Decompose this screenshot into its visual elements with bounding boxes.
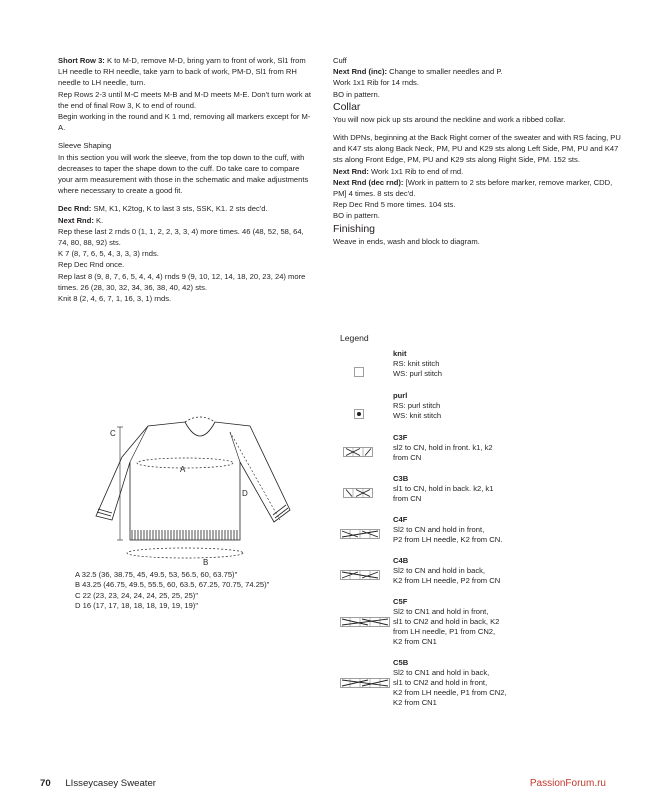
legend-item-c4f <box>340 515 550 556</box>
legend-line: sl2 to CN, hold in front. k1, k2 <box>393 443 493 452</box>
legend-line: WS: knit stitch <box>393 411 442 420</box>
page-number: 70 <box>40 778 51 789</box>
collar-next-text: Work 1x1 Rib to end of rnd. <box>368 166 464 176</box>
collar-heading: Collar <box>333 100 361 113</box>
c3f-cable-icon <box>343 447 373 457</box>
hem-ribbing <box>132 530 237 540</box>
legend-line: sl1 to CN, hold in back. k2, k1 <box>393 484 494 493</box>
c4f-cable-icon <box>340 529 380 539</box>
legend-line: K2 from CN1 <box>393 637 437 646</box>
cuff-bo: BO in pattern. <box>333 89 380 99</box>
measurements <box>75 570 315 612</box>
rep-rows: Rep Rows 2-3 until M-C meets M-B and M-D meets M-E. Don't turn work at the end of final Row 3, K to end of round. <box>58 89 311 110</box>
sweater-outline <box>96 422 290 540</box>
legend-line: RS: knit stitch <box>393 359 440 368</box>
legend-item-c5f <box>340 597 550 658</box>
legend-line: RS: purl stitch <box>393 401 441 410</box>
short-row-3-label: Short Row 3: <box>58 56 105 65</box>
collar-rep: Rep Dec Rnd 5 more times. 104 sts. <box>333 200 456 210</box>
k7: K 7 (8, 7, 6, 5, 4, 3, 3, 3) rnds. <box>58 249 159 259</box>
legend-line: from CN <box>393 494 422 503</box>
legend-name: C5F <box>393 597 408 606</box>
legend-line: from LH needle, P1 from CN2, <box>393 627 496 636</box>
short-row-3 <box>58 55 316 89</box>
watermark: PassionForum.ru <box>529 778 606 789</box>
finishing-text: Weave in ends, wash and block to diagram. <box>333 236 480 246</box>
label-a: A <box>180 465 186 474</box>
cuff-rib: Work 1x1 Rib for 14 rnds. <box>333 78 419 88</box>
cuff-next-text: Change to smaller needles and P. <box>387 67 503 77</box>
next-rnd-label: Next Rnd: <box>58 215 94 225</box>
legend-item-c5b <box>340 658 550 718</box>
begin-working: Begin working in the round and K 1 rnd, removing all markers except for M-A. <box>58 112 311 133</box>
knit-8: Knit 8 (2, 4, 6, 7, 1, 16, 3, 1) rnds. <box>58 294 172 304</box>
collar-next-label: Next Rnd: <box>333 166 369 176</box>
rep-last-8: Rep last 8 (9, 8, 7, 6, 5, 4, 4, 4) rnds 9 (9, 10, 12, 14, 18, 20, 23, 24) more times. 26 (28, 30, 32, 34, 36, 38, 40, 42) sts. <box>58 271 306 292</box>
c5f-cable-icon <box>340 617 390 627</box>
legend <box>340 333 550 718</box>
legend-item-knit <box>340 349 550 391</box>
collar-dec-label: Next Rnd (dec rnd): <box>333 177 404 187</box>
dimension-d-line <box>230 432 280 520</box>
page-footer <box>40 778 156 789</box>
legend-line: Sl2 to CN and hold in front, <box>393 525 485 534</box>
collar-dec <box>333 177 623 199</box>
legend-name: C4F <box>393 515 408 524</box>
purl-symbol-icon <box>354 409 364 419</box>
legend-item-c3f <box>340 433 550 474</box>
c5b-cable-icon <box>340 678 390 688</box>
legend-name: purl <box>393 391 408 400</box>
measurement-b: B 43.25 (46.75, 49.5, 55.5, 60, 63.5, 67.25, 70.75, 74.25)" <box>75 580 270 590</box>
measurement-c: C 22 (23, 23, 24, 24, 24, 25, 25, 25)" <box>75 590 199 600</box>
left-column <box>58 55 316 304</box>
cuff-ribbing <box>97 505 288 518</box>
cuff-heading: Cuff <box>333 56 347 65</box>
legend-name: C3F <box>393 433 408 442</box>
c3b-cable-icon <box>343 488 373 498</box>
label-c: C <box>110 429 116 438</box>
short-row-3-text: K to M-D, remove M-D, bring yarn to front of work, Sl1 from LH needle to RH needle, take yarn to back of work, PM-D, Sl1 from RH needle to LH needle, turn. <box>58 56 306 88</box>
sweater-schematic <box>90 412 305 572</box>
collar-bo: BO in pattern. <box>333 211 380 221</box>
collar-dpn: With DPNs, beginning at the Back Right corner of the sweater and with RS facing, PU and K47 sts along Back Neck, PM, PU and K29 sts along Left Side, PM, PU and K47 sts along Front Edge, PM, PU and K29 sts along Right Side, PM. 152 sts. <box>333 133 621 165</box>
dimension-b-ellipse <box>127 548 243 558</box>
label-d: D <box>242 489 248 498</box>
sleeve-heading: Sleeve Shaping <box>58 141 112 151</box>
measurement-d: D 16 (17, 17, 18, 18, 18, 19, 19, 19)" <box>75 601 199 611</box>
next-rnd-text: K. <box>93 215 104 225</box>
cuff-next <box>333 66 623 77</box>
pattern-title: LIsseycasey Sweater <box>65 778 156 789</box>
legend-item-c3b <box>340 474 550 515</box>
legend-line: P2 from LH needle, K2 from CN. <box>393 535 503 544</box>
label-b: B <box>203 558 209 567</box>
legend-line: sl1 to CN2 and hold in back, K2 <box>393 617 500 626</box>
back-neck <box>185 417 215 422</box>
legend-line: Sl2 to CN1 and hold in back, <box>393 668 490 677</box>
legend-name: C4B <box>393 556 409 565</box>
dec-rnd-label: Dec Rnd: <box>58 204 92 214</box>
legend-line: WS: purl stitch <box>393 369 442 378</box>
finishing-heading: Finishing <box>333 222 376 235</box>
legend-line: K2 from LH needle, P2 from CN <box>393 576 501 585</box>
collar-next <box>333 166 623 177</box>
legend-name: knit <box>393 349 407 358</box>
collar-dec-text: [Work in pattern to 2 sts before marker, remove marker, CDD, PM] 4 times. 8 sts dec'd. <box>333 177 613 199</box>
legend-line: K2 from LH needle, P1 from CN2, <box>393 688 507 697</box>
dec-rnd <box>58 203 316 214</box>
legend-line: sl1 to CN2 and hold in front, <box>393 678 488 687</box>
rep-last-2: Rep these last 2 rnds 0 (1, 1, 2, 2, 3, 3, 4) more times. 46 (48, 52, 58, 64, 74, 80, 88, 92) sts. <box>58 226 304 248</box>
legend-line: K2 from CN1 <box>393 698 437 707</box>
legend-name: C5B <box>393 658 409 667</box>
next-rnd <box>58 215 316 226</box>
measurement-a: A 32.5 (36, 38.75, 45, 49.5, 53, 56.5, 60, 63.75)" <box>75 570 238 579</box>
cuff-next-label: Next Rnd (inc): <box>333 67 387 77</box>
legend-line: Sl2 to CN and hold in back, <box>393 566 486 575</box>
knit-symbol-icon <box>354 367 364 377</box>
legend-line: Sl2 to CN1 and hold in front, <box>393 607 489 616</box>
right-column <box>333 55 623 247</box>
rep-dec-once: Rep Dec Rnd once. <box>58 260 125 270</box>
c4b-cable-icon <box>340 570 380 580</box>
legend-line: from CN <box>393 453 422 462</box>
legend-item-purl <box>340 391 550 433</box>
legend-title: Legend <box>340 333 369 343</box>
legend-item-c4b <box>340 556 550 597</box>
legend-name: C3B <box>393 474 409 483</box>
collar-intro: You will now pick up sts around the neckline and work a ribbed collar. <box>333 114 566 124</box>
dec-rnd-text: SM, K1, K2tog, K to last 3 sts, SSK, K1. 2 sts dec'd. <box>91 204 268 214</box>
sleeve-text: In this section you will work the sleeve, from the top down to the cuff, with decreases to taper the shape down to the cuff. Do take care to compare your arm measurement with those in the schematic and make adjustments where necessary to create a good fit. <box>58 152 309 196</box>
